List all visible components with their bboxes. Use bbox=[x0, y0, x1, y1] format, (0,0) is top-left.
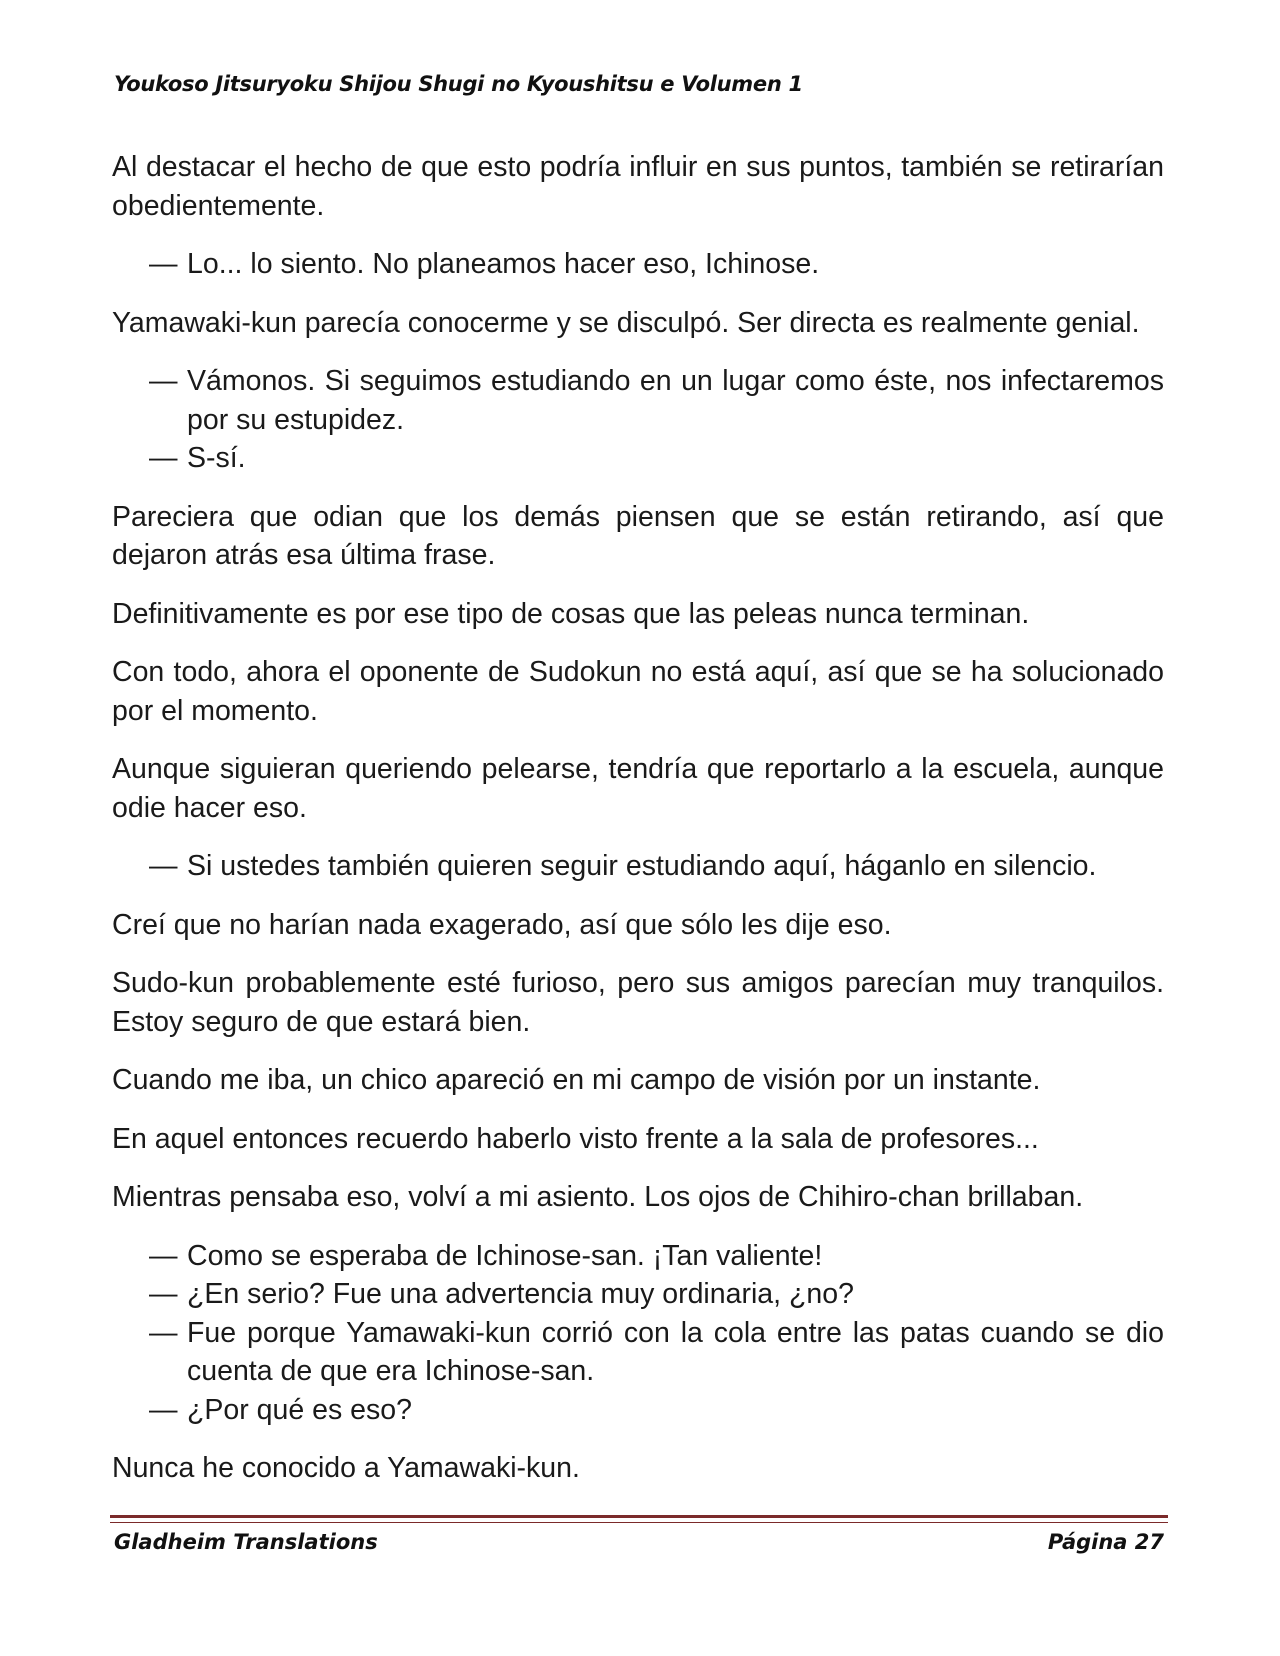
dialogue-group bbox=[112, 1237, 1164, 1430]
paragraph: Cuando me iba, un chico apareció en mi campo de visión por un instante. bbox=[112, 1064, 1041, 1096]
dialogue-text: Fue porque Yamawaki-kun corrió con la cola entre las patas cuando se dio cuenta de que era Ichinose-san. bbox=[187, 1316, 1164, 1387]
body-text bbox=[112, 148, 1164, 1508]
footer-divider-thin bbox=[110, 1522, 1168, 1523]
page-number: Página 27 bbox=[1047, 1530, 1164, 1554]
dialogue-text: Como se esperaba de Ichinose-san. ¡Tan valiente! bbox=[187, 1239, 823, 1272]
dialogue-text: ¿En serio? Fue una advertencia muy ordinaria, ¿no? bbox=[187, 1278, 854, 1310]
dialogue-text: S-sí. bbox=[187, 442, 246, 474]
paragraph: Al destacar el hecho de que esto podría influir en sus puntos, también se retirarían obedientemente. bbox=[112, 151, 1164, 222]
dialogue-text: Vámonos. Si seguimos estudiando en un lugar como éste, nos infectaremos por su estupidez. bbox=[187, 365, 1164, 436]
dialogue-line bbox=[112, 1237, 1164, 1276]
dialogue-line bbox=[112, 362, 1164, 439]
dialogue-text: Si ustedes también quieren seguir estudiando aquí, háganlo en silencio. bbox=[187, 850, 1097, 882]
dialogue-dash: — bbox=[149, 1393, 178, 1426]
paragraph: Definitivamente es por ese tipo de cosas que las peleas nunca terminan. bbox=[112, 597, 1030, 630]
dialogue-line bbox=[112, 1391, 1164, 1430]
paragraph: Con todo, ahora el oponente de Sudokun no está aquí, así que se ha solucionado por el momento. bbox=[112, 656, 1164, 727]
dialogue-line bbox=[112, 847, 1164, 886]
dialogue-line bbox=[112, 245, 1164, 284]
paragraph: En aquel entonces recuerdo haberlo visto frente a la sala de profesores... bbox=[112, 1122, 1039, 1155]
paragraph: Sudo-kun probablemente esté furioso, pero sus amigos parecían muy tranquilos. Estoy seguro de que estará bien. bbox=[112, 967, 1164, 1038]
dialogue-text: Lo... lo siento. No planeamos hacer eso, Ichinose. bbox=[187, 248, 820, 280]
paragraph: Pareciera que odian que los demás piensen que se están retirando, así que dejaron atrás esa última frase. bbox=[112, 500, 1164, 571]
dialogue-dash: — bbox=[149, 1278, 178, 1310]
dialogue-dash: — bbox=[149, 1239, 178, 1272]
dialogue-line bbox=[112, 1275, 1164, 1314]
paragraph: Mientras pensaba eso, volví a mi asiento. Los ojos de Chihiro-chan brillaban. bbox=[112, 1181, 1084, 1213]
dialogue-line bbox=[112, 439, 1164, 478]
dialogue-group bbox=[112, 362, 1164, 478]
paragraph: Creí que no harían nada exagerado, así que sólo les dije eso. bbox=[112, 908, 892, 941]
dialogue-dash: — bbox=[149, 1316, 178, 1349]
paragraph: Yamawaki-kun parecía conocerme y se disculpó. Ser directa es realmente genial. bbox=[112, 306, 1140, 339]
dialogue-group bbox=[112, 847, 1164, 886]
dialogue-line bbox=[112, 1314, 1164, 1391]
dialogue-dash: — bbox=[149, 442, 178, 474]
footer-credit: Gladheim Translations bbox=[114, 1530, 378, 1554]
running-header-title: Youkoso Jitsuryoku Shijou Shugi no Kyoushitsu e Volumen 1 bbox=[114, 72, 803, 96]
dialogue-text: ¿Por qué es eso? bbox=[187, 1393, 412, 1426]
dialogue-dash: — bbox=[149, 365, 178, 397]
dialogue-dash: — bbox=[149, 850, 178, 882]
dialogue-dash: — bbox=[149, 248, 178, 280]
paragraph: Nunca he conocido a Yamawaki-kun. bbox=[112, 1452, 580, 1484]
paragraph: Aunque siguieran queriendo pelearse, tendría que reportarlo a la escuela, aunque odie hacer eso. bbox=[112, 753, 1164, 824]
dialogue-group bbox=[112, 245, 1164, 284]
footer-divider bbox=[110, 1515, 1168, 1518]
